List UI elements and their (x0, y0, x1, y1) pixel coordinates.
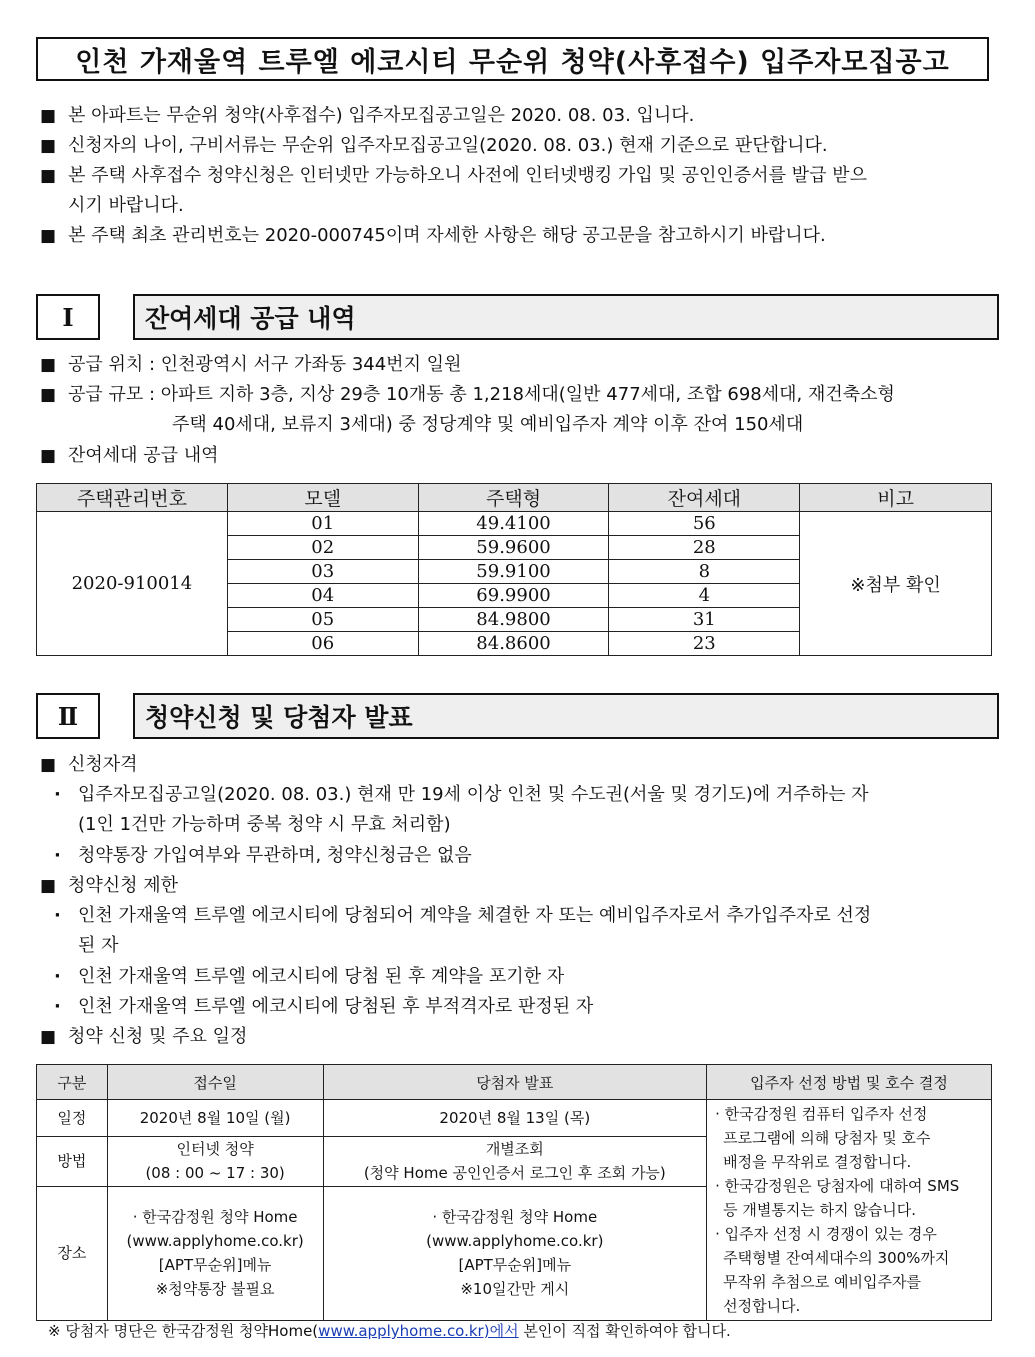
eligibility-item-1-cont: (1인 1건만 가능하며 중복 청약 시 무효 처리함) (78, 814, 451, 835)
eligibility-heading: ■ 신청자격 (68, 752, 138, 778)
cell-line: (08 : 00 ~ 17 : 30) (145, 1164, 285, 1183)
note-line: 선정합니다. (723, 1297, 801, 1315)
note-line: · 한국감정원은 당첨자에 대하여 SMS (715, 1177, 960, 1195)
note-line: 프로그램에 의해 당첨자 및 호수 (723, 1129, 931, 1147)
cell-line: ※10일간만 게시 (460, 1280, 570, 1299)
announce-place-cell (323, 1186, 707, 1320)
house-type-cell: 59.9100 (418, 560, 609, 584)
intro-line-2: ■ 신청자의 나이, 구비서류는 무순위 입주자모집공고일(2020. 08. 03.) 현재 기준으로 판단합니다. (68, 133, 828, 159)
model-cell: 05 (227, 608, 418, 632)
intro-line-3: ■ 본 주택 사후접수 청약신청은 인터넷만 가능하오니 사전에 인터넷뱅킹 가입 및 공인인증서를 발급 받으 (68, 163, 867, 189)
remaining-cell: 28 (609, 536, 800, 560)
eligibility-item-1: · 입주자모집공고일(2020. 08. 03.) 현재 만 19세 이상 인천 및 수도권(서울 및 경기도)에 거주하는 자 (78, 782, 869, 808)
remaining-cell: 4 (609, 584, 800, 608)
supply-scale: ■ 공급 규모 : 아파트 지하 3층, 지상 29층 10개동 총 1,218세대(일반 477세대, 조합 698세대, 재건축소형 (68, 382, 895, 408)
note-line: 배정을 무작위로 결정합니다. (723, 1153, 912, 1171)
remaining-cell: 56 (609, 512, 800, 536)
note-line: 등 개별통지는 하지 않습니다. (723, 1201, 917, 1219)
model-cell: 06 (227, 632, 418, 656)
cell-line: ※청약통장 불필요 (155, 1280, 275, 1299)
footer-note (48, 1318, 731, 1344)
remaining-units-label: ■ 잔여세대 공급 내역 (68, 443, 219, 469)
receipt-date-cell: 2020년 8월 10일 (월) (107, 1100, 323, 1137)
cell-line: (청약 Home 공인인증서 로그인 후 조회 가능) (363, 1164, 666, 1183)
header-category: 구분 (37, 1065, 108, 1100)
cell-line: 개별조회 (485, 1140, 544, 1159)
header-winner-announce: 당첨자 발표 (323, 1065, 707, 1100)
remaining-cell: 23 (609, 632, 800, 656)
table-row (37, 512, 992, 536)
receipt-place-cell (107, 1186, 323, 1320)
section-1-number: Ⅰ (36, 294, 100, 340)
section-1-title: 잔여세대 공급 내역 (133, 294, 999, 340)
header-model: 모델 (227, 484, 418, 512)
header-mgmt-no: 주택관리번호 (37, 484, 228, 512)
header-remarks: 비고 (800, 484, 992, 512)
header-house-type: 주택형 (418, 484, 609, 512)
house-type-cell: 84.8600 (418, 632, 609, 656)
restriction-heading: ■ 청약신청 제한 (68, 873, 178, 899)
model-cell: 01 (227, 512, 418, 536)
cell-line: [APT무순위]메뉴 (458, 1256, 572, 1275)
restriction-item-1: · 인천 가재울역 트루엘 에코시티에 당첨되어 계약을 체결한 자 또는 예비입주자로서 추가입주자로 선정 (78, 903, 871, 929)
note-line: · 입주자 선정 시 경쟁이 있는 경우 (715, 1225, 937, 1243)
note-line: · 한국감정원 컴퓨터 입주자 선정 (715, 1105, 928, 1123)
intro-line-4: ■ 본 주택 최초 관리번호는 2020-000745이며 자세한 사항은 해당 공고문을 참고하시기 바랍니다. (68, 223, 826, 249)
model-cell: 03 (227, 560, 418, 584)
restriction-item-1-cont: 된 자 (78, 935, 119, 956)
section-2-number: Ⅱ (36, 693, 100, 739)
eligibility-item-2: · 청약통장 가입여부와 무관하며, 청약신청금은 없음 (78, 843, 472, 869)
selection-method-note (707, 1100, 992, 1321)
remaining-cell: 31 (609, 608, 800, 632)
header-selection-method: 입주자 선정 방법 및 호수 결정 (707, 1065, 992, 1100)
row-label-place: 장소 (37, 1186, 108, 1320)
intro-line-1: ■ 본 아파트는 무순위 청약(사후접수) 입주자모집공고일은 2020. 08. 03. 입니다. (68, 103, 694, 129)
note-line: 주택형별 잔여세대수의 300%까지 (723, 1249, 950, 1267)
house-type-cell: 59.9600 (418, 536, 609, 560)
supply-scale-cont: 주택 40세대, 보류지 3세대) 중 정당계약 및 예비입주자 계약 이후 잔여 150세대 (172, 414, 804, 435)
remaining-units-table (36, 483, 992, 656)
header-remaining: 잔여세대 (609, 484, 800, 512)
cell-line: (www.applyhome.co.kr) (126, 1232, 304, 1251)
restriction-item-3: · 인천 가재울역 트루엘 에코시티에 당첨된 후 부적격자로 판정된 자 (78, 994, 593, 1020)
house-type-cell: 84.9800 (418, 608, 609, 632)
header-receipt-date: 접수일 (107, 1065, 323, 1100)
model-cell: 04 (227, 584, 418, 608)
cell-line: · 한국감정원 청약 Home (432, 1208, 598, 1227)
applyhome-link[interactable]: www.applyhome.co.kr)에서 (318, 1322, 519, 1340)
schedule-heading: ■ 청약 신청 및 주요 일정 (68, 1024, 247, 1050)
announce-method-cell (323, 1136, 707, 1186)
footer-suffix: 본인이 직접 확인하여야 합니다. (518, 1322, 731, 1340)
cell-line: · 한국감정원 청약 Home (132, 1208, 298, 1227)
section-2-title: 청약신청 및 당첨자 발표 (133, 693, 999, 739)
remaining-cell: 8 (609, 560, 800, 584)
footer-prefix: ※ 당첨자 명단은 한국감정원 청약Home( (48, 1322, 319, 1340)
announce-date-cell: 2020년 8월 13일 (목) (323, 1100, 707, 1137)
remarks-cell: ※첨부 확인 (800, 512, 992, 656)
intro-line-3-cont: 시기 바랍니다. (68, 195, 184, 216)
restriction-item-2: · 인천 가재울역 트루엘 에코시티에 당첨 된 후 계약을 포기한 자 (78, 964, 564, 990)
receipt-method-cell (107, 1136, 323, 1186)
supply-location: ■ 공급 위치 : 인천광역시 서구 가좌동 344번지 일원 (68, 352, 461, 378)
cell-line: [APT무순위]메뉴 (158, 1256, 272, 1275)
note-line: 무작위 추첨으로 예비입주자를 (723, 1273, 922, 1291)
cell-line: (www.applyhome.co.kr) (426, 1232, 604, 1251)
schedule-table (36, 1064, 992, 1321)
house-type-cell: 49.4100 (418, 512, 609, 536)
mgmt-no-cell: 2020-910014 (37, 512, 228, 656)
document-title: 인천 가재울역 트루엘 에코시티 무순위 청약(사후접수) 입주자모집공고 (36, 37, 989, 81)
house-type-cell: 69.9900 (418, 584, 609, 608)
row-label-method: 방법 (37, 1136, 108, 1186)
model-cell: 02 (227, 536, 418, 560)
cell-line: 인터넷 청약 (176, 1140, 254, 1159)
table-row (37, 1100, 992, 1137)
row-label-schedule: 일정 (37, 1100, 108, 1137)
